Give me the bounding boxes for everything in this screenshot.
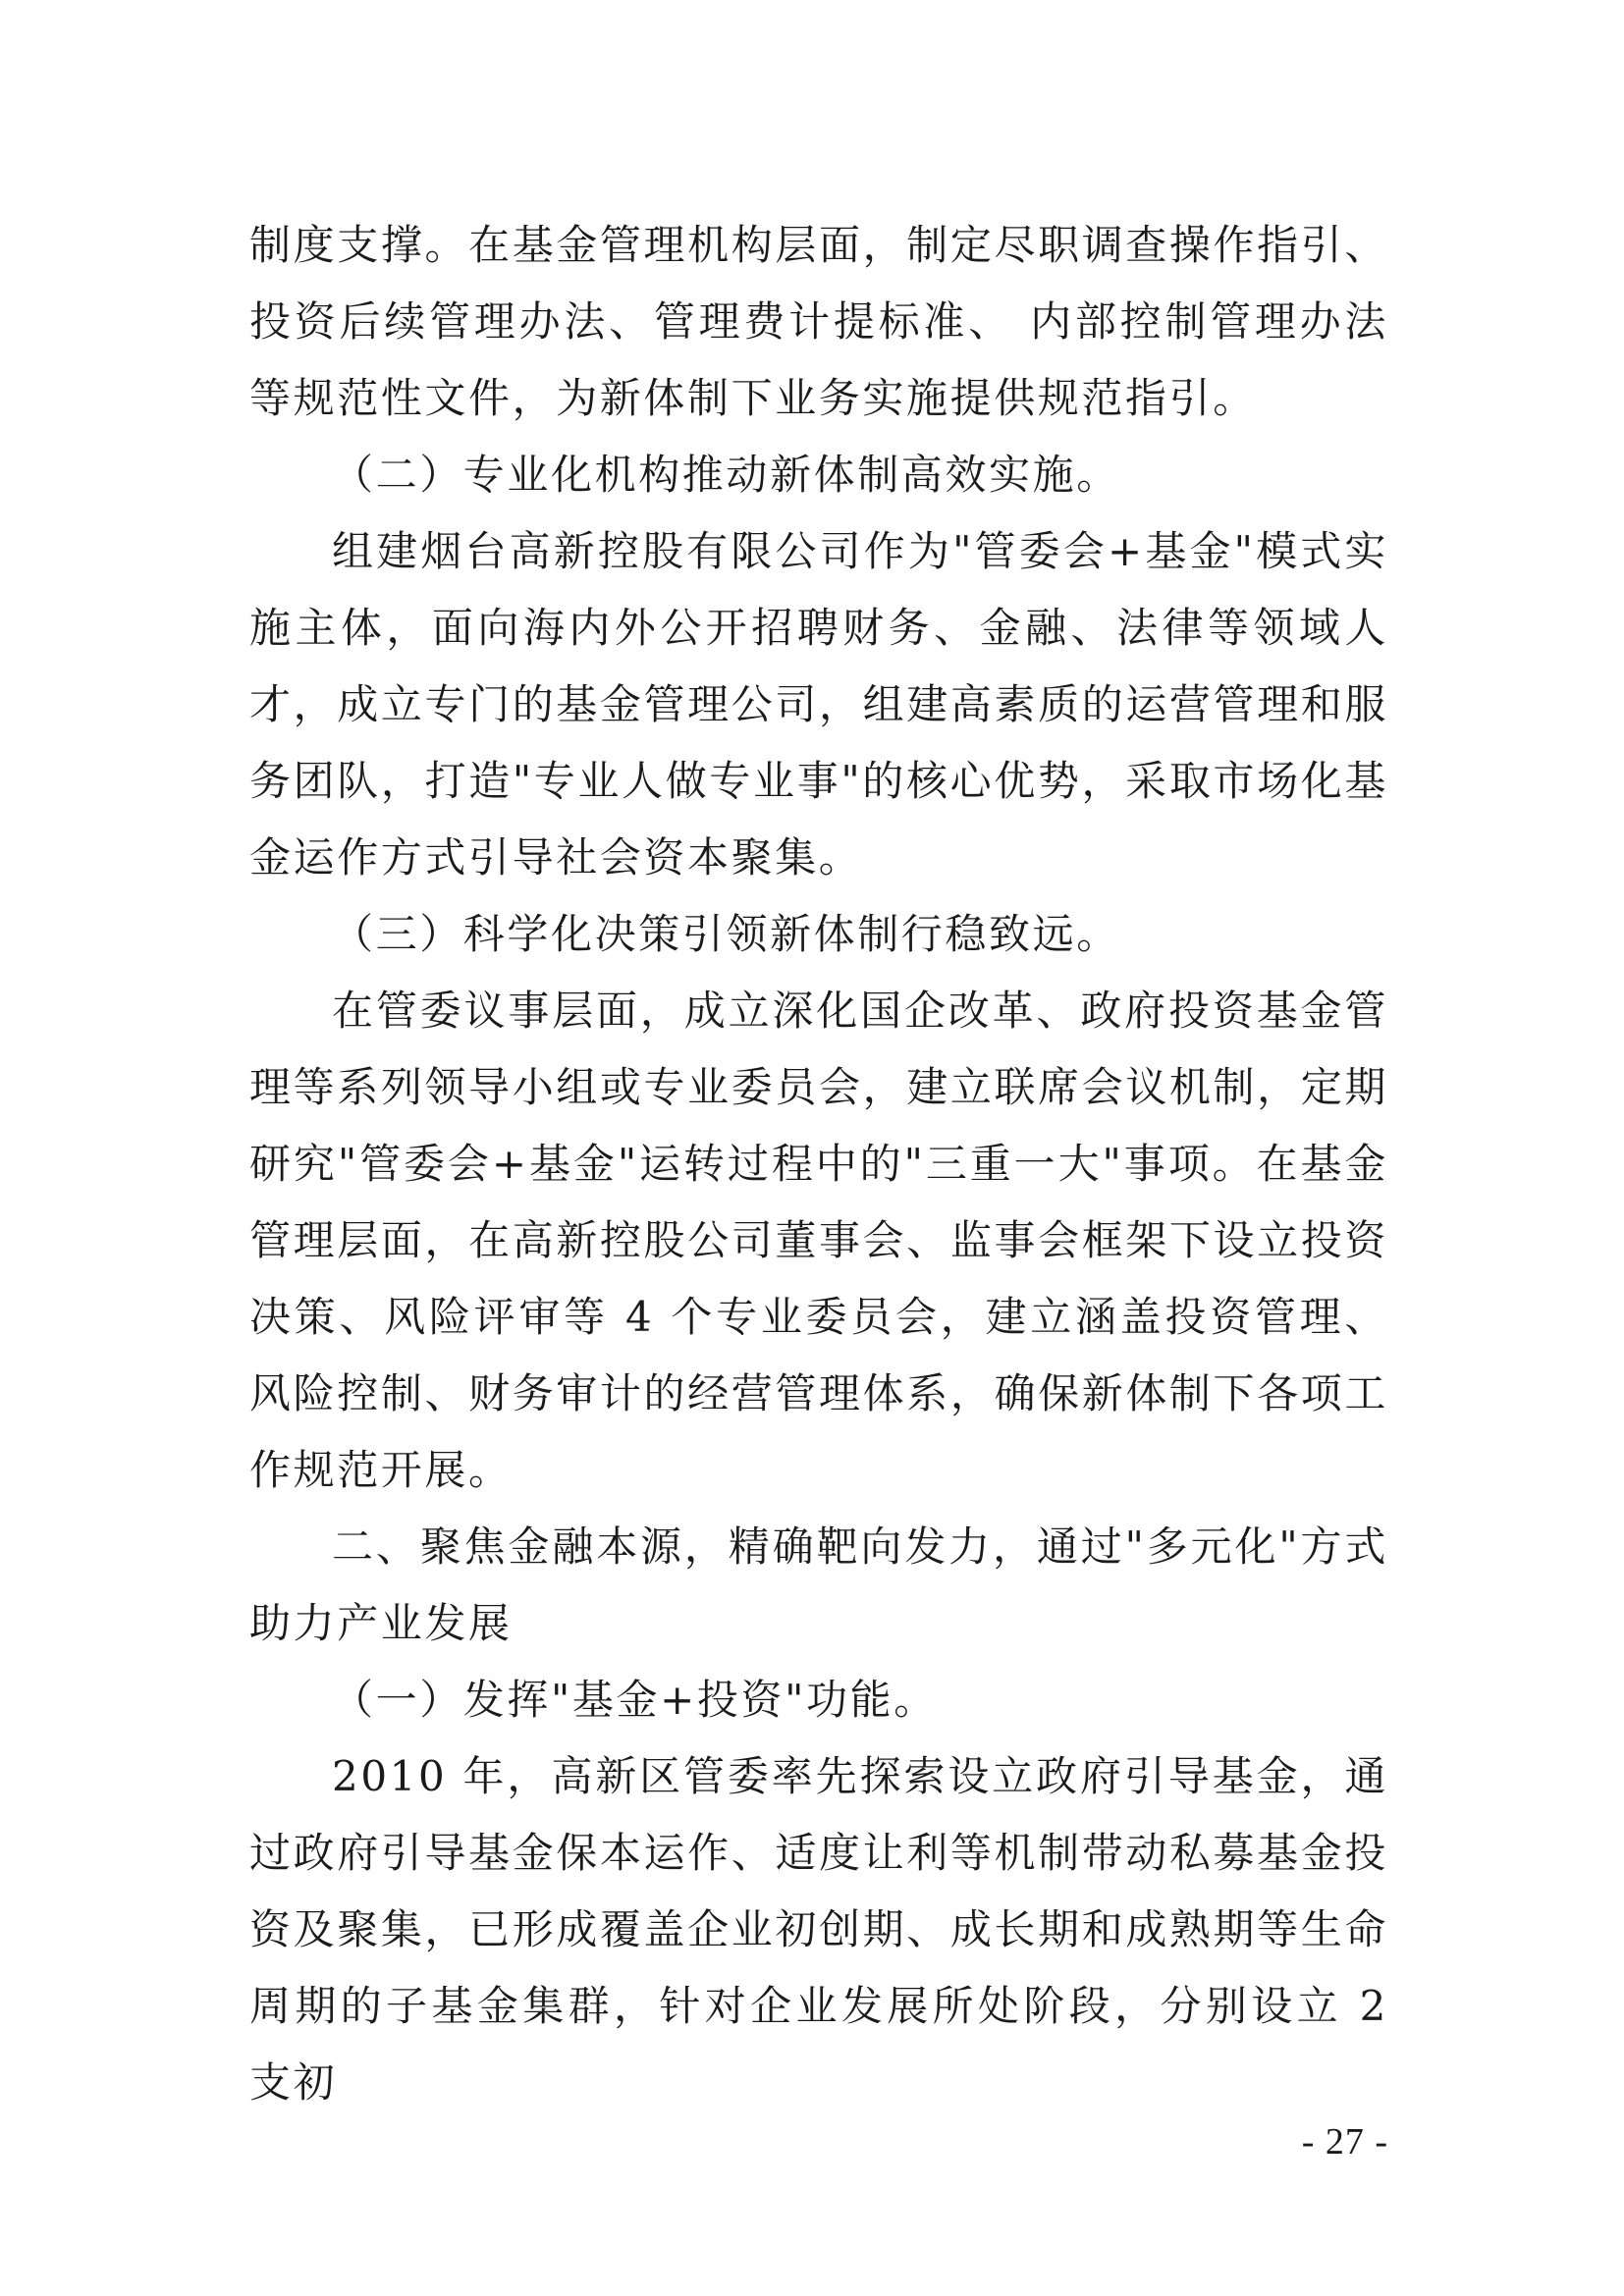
- paragraph-guidance-fund: 2010 年，高新区管委率先探索设立政府引导基金，通过政府引导基金保本运作、适度让利等机制带动私募基金投资及聚集，已形成覆盖企业初创期、成长期和成熟期等生命周期的子基金集群，针对企业发展所处阶段，分别设立 2 支初: [249, 1752, 1388, 2107]
- heading-fund-investment: （一）发挥"基金+投资"功能。: [332, 1676, 938, 1724]
- heading-section-two: 二、聚焦金融本源，精确靶向发力，通过"多元化"方式助力产业发展: [249, 1522, 1388, 1647]
- heading-professional-institutions: （二）专业化机构推动新体制高效实施。: [332, 451, 1120, 499]
- paragraph-holding-company: 组建烟台高新控股有限公司作为"管委会+基金"模式实施主体，面向海内外公开招聘财务、金融、法律等领域人才，成立专门的基金管理公司，组建高素质的运营管理和服务团队，打造"专业人做专业事"的核心优势，采取市场化基金运作方式引导社会资本聚集。: [249, 527, 1388, 881]
- page-number: - 27 -: [1301, 2121, 1388, 2163]
- body-text: [249, 207, 1388, 2121]
- paragraph-decision-mechanism: 在管委议事层面，成立深化国企改革、政府投资基金管理等系列领导小组或专业委员会，建立联席会议机制，定期研究"管委会+基金"运转过程中的"三重一大"事项。在基金管理层面，在高新控股公司董事会、监事会框架下设立投资决策、风险评审等 4 个专业委员会，建立涵盖投资管理、风险控制、财务审计的经营管理体系，确保新体制下各项工作规范开展。: [249, 987, 1388, 1494]
- heading-scientific-decision: （三）科学化决策引领新体制行稳致远。: [332, 910, 1120, 958]
- paragraph-institutional-support: 制度支撑。在基金管理机构层面，制定尽职调查操作指引、投资后续管理办法、管理费计提标准、 内部控制管理办法等规范性文件，为新体制下业务实施提供规范指引。: [249, 221, 1388, 422]
